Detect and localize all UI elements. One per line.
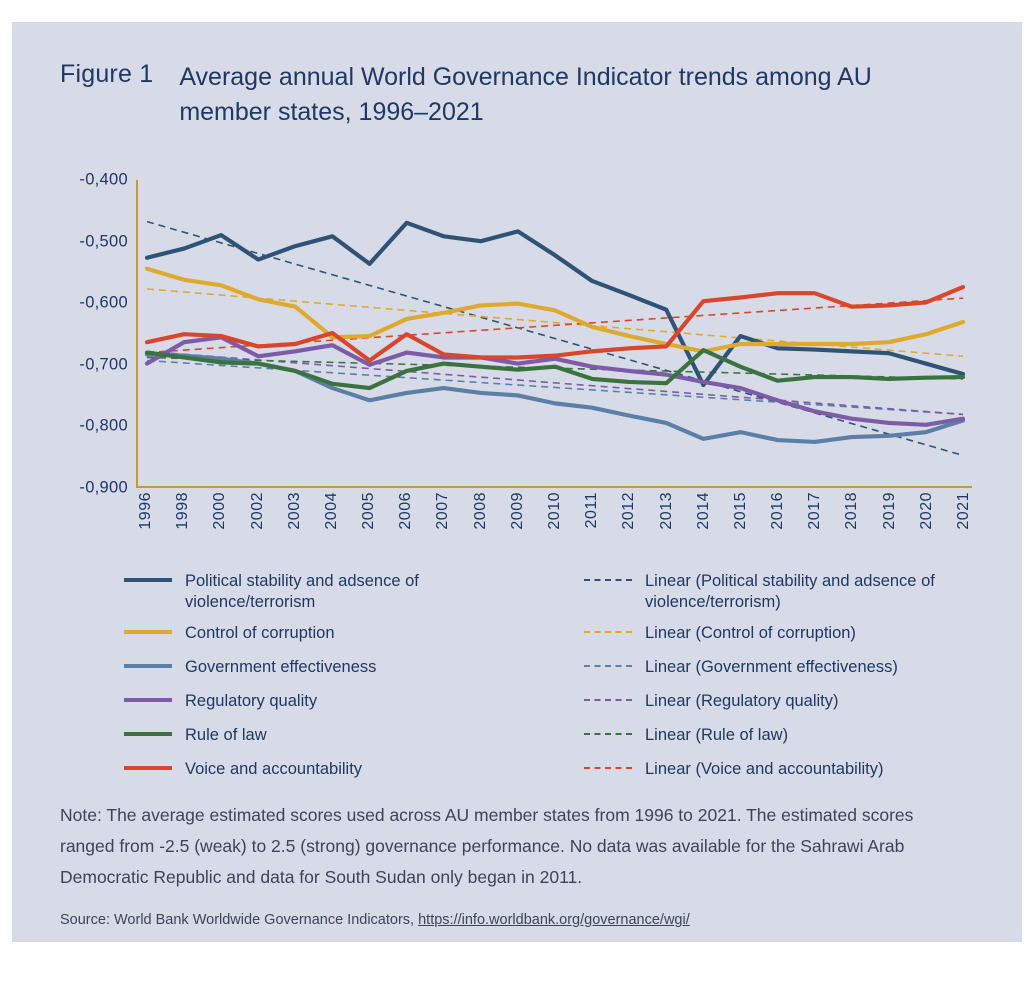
legend-item-label: Linear (Rule of law) bbox=[645, 725, 789, 744]
legend-item[interactable] bbox=[124, 656, 524, 681]
x-axis-tick: 2008 bbox=[471, 492, 489, 530]
legend-column-trendlines bbox=[584, 570, 984, 792]
x-axis-tick: 2014 bbox=[694, 492, 712, 530]
legend-dashed-line-icon bbox=[584, 656, 632, 676]
legend-item[interactable] bbox=[124, 622, 524, 647]
legend-item-trendline[interactable] bbox=[584, 622, 984, 647]
legend-dashed-line-icon bbox=[584, 570, 632, 590]
y-axis-labels bbox=[60, 162, 134, 497]
legend-item-label: Government effectiveness bbox=[185, 657, 377, 676]
y-axis-tick: -0,700 bbox=[79, 355, 128, 374]
figure-note: Note: The average estimated scores used across AU member states from 1996 to 2021. The estimated scores ranged from -2.5 (weak) to 2.5 (strong) governance performance. No data was available for the Sahrawi Arab Democratic Republic and data for South Sudan only began in 2011. bbox=[60, 805, 914, 888]
legend-item-label: Linear (Control of corruption) bbox=[645, 623, 856, 642]
source-link[interactable]: https://info.worldbank.org/governance/wgi/ bbox=[418, 912, 690, 928]
legend-item-label: Rule of law bbox=[185, 725, 267, 744]
x-axis-tick: 1998 bbox=[174, 492, 192, 530]
legend-item[interactable] bbox=[124, 724, 524, 749]
x-axis-tick: 2013 bbox=[657, 492, 675, 530]
legend-item-trendline[interactable] bbox=[584, 690, 984, 715]
legend-item-label: Voice and accountability bbox=[185, 759, 363, 778]
legend-dashed-line-icon bbox=[584, 724, 632, 744]
legend-item-label: Linear (Political stability and adsence of violence/terrorism) bbox=[645, 572, 935, 611]
legend-item-label: Linear (Voice and accountability) bbox=[645, 759, 884, 778]
legend-item-trendline[interactable] bbox=[584, 758, 984, 783]
legend-item[interactable] bbox=[124, 570, 524, 613]
legend-item-trendline[interactable] bbox=[584, 656, 984, 681]
x-axis-labels bbox=[136, 492, 972, 572]
x-axis-tick: 2005 bbox=[360, 492, 378, 530]
legend-item-trendline[interactable] bbox=[584, 724, 984, 749]
legend-line-icon bbox=[124, 690, 172, 710]
legend-line-icon bbox=[124, 656, 172, 676]
legend-item-label: Control of corruption bbox=[185, 623, 335, 642]
legend-item-label: Linear (Regulatory quality) bbox=[645, 691, 839, 710]
legend-item[interactable] bbox=[124, 758, 524, 783]
x-axis-tick: 2015 bbox=[731, 492, 749, 530]
source-prefix: Source: World Bank Worldwide Governance Indicators, bbox=[60, 912, 419, 928]
legend-dashed-line-icon bbox=[584, 758, 632, 778]
x-axis-tick: 2019 bbox=[880, 492, 898, 530]
figure-source bbox=[60, 912, 965, 928]
figure-card bbox=[12, 22, 1022, 942]
x-axis-tick: 2011 bbox=[583, 492, 601, 529]
figure-label: Figure 1 bbox=[60, 60, 154, 88]
legend-dashed-line-icon bbox=[584, 690, 632, 710]
legend-item[interactable] bbox=[124, 690, 524, 715]
figure-header bbox=[60, 60, 960, 129]
legend-line-icon bbox=[124, 724, 172, 744]
page-title: Average annual World Governance Indicator trends among AU member states, 1996–2021 bbox=[179, 63, 872, 126]
x-axis-tick: 2004 bbox=[322, 492, 340, 530]
x-axis-tick: 2018 bbox=[843, 492, 861, 530]
legend-item-label: Regulatory quality bbox=[185, 691, 318, 710]
legend-column-series bbox=[124, 570, 524, 792]
x-axis-tick: 2012 bbox=[620, 492, 638, 530]
legend-line-icon bbox=[124, 622, 172, 642]
x-axis-tick: 2007 bbox=[434, 492, 452, 530]
legend-item-label: Linear (Government effectiveness) bbox=[645, 657, 898, 676]
x-axis-tick: 2006 bbox=[397, 492, 415, 530]
x-axis-tick: 2000 bbox=[211, 492, 229, 530]
legend-line-icon bbox=[124, 758, 172, 778]
x-axis-tick: 1996 bbox=[137, 492, 154, 530]
x-axis-tick: 2016 bbox=[769, 492, 787, 530]
x-axis-tick: 2002 bbox=[248, 492, 266, 530]
y-axis-tick: -0,900 bbox=[79, 478, 128, 497]
legend-dashed-line-icon bbox=[584, 622, 632, 642]
y-axis-tick: -0,500 bbox=[79, 232, 128, 251]
x-axis-tick: 2003 bbox=[285, 492, 303, 530]
y-axis-tick: -0,800 bbox=[79, 416, 128, 435]
y-axis-tick: -0,400 bbox=[79, 170, 128, 189]
legend-item-trendline[interactable] bbox=[584, 570, 984, 613]
chart-legend bbox=[124, 570, 984, 792]
legend-line-icon bbox=[124, 570, 172, 590]
y-axis-tick: -0,600 bbox=[79, 293, 128, 312]
line-chart-svg bbox=[138, 180, 972, 486]
x-axis-tick: 2017 bbox=[806, 492, 824, 530]
plot-area bbox=[136, 180, 972, 488]
chart-container bbox=[60, 162, 980, 562]
x-axis-tick: 2021 bbox=[955, 492, 972, 530]
x-axis-tick: 2010 bbox=[546, 492, 563, 530]
x-axis-tick: 2020 bbox=[917, 492, 935, 530]
x-axis-tick: 2009 bbox=[508, 492, 526, 530]
legend-item-label: Political stability and adsence of violence/terrorism bbox=[185, 572, 419, 611]
